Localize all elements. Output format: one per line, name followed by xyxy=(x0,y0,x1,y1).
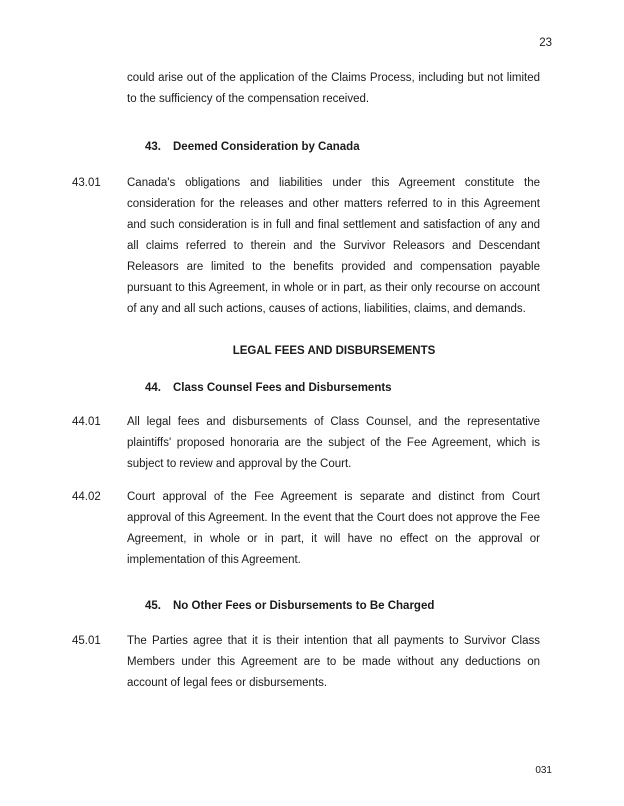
paragraph-44-01 xyxy=(72,412,540,475)
section-44-number: 44. xyxy=(145,382,161,394)
paragraph-44-01-text: All legal fees and disbursements of Class Counsel, and the representative plaintiffs' proposed honoraria are the subject of the Fee Agreement, which is subject to review and approval by the Court. xyxy=(127,416,540,470)
section-heading-44 xyxy=(145,378,540,399)
bates-stamp: 031 xyxy=(535,765,552,776)
paragraph-44-02-number: 44.02 xyxy=(72,491,101,503)
section-44-title: Class Counsel Fees and Disbursements xyxy=(173,382,392,394)
part-heading-legal-fees: LEGAL FEES AND DISBURSEMENTS xyxy=(232,345,436,357)
paragraph-43-01-text: Canada's obligations and liabilities under this Agreement constitute the consideration for the releases and other matters referred to in this Agreement and such consideration is in full and final settlement and satisfaction of any and all claims referred to therein and the Survivor Releasors and Descendant Releasors are limited to the benefits provided and compensation payable pursuant to this Agreement, in whole or in part, as their only recourse on account of any and all such actions, causes of actions, liabilities, claims, and demands. xyxy=(127,177,540,315)
paragraph-44-02 xyxy=(72,487,540,571)
page-number: 23 xyxy=(539,37,552,49)
paragraph-43-01 xyxy=(72,173,540,320)
paragraph-43-01-number: 43.01 xyxy=(72,177,101,189)
paragraph-45-01-text: The Parties agree that it is their intention that all payments to Survivor Class Members under this Agreement are to be made without any deductions on account of legal fees or disbursements. xyxy=(127,635,540,689)
paragraph-45-01-number: 45.01 xyxy=(72,635,101,647)
section-heading-43 xyxy=(145,137,540,158)
continuation-paragraph: could arise out of the application of the Claims Process, including but not limited to the sufficiency of the compensation received. xyxy=(127,72,540,105)
section-45-number: 45. xyxy=(145,600,161,612)
section-43-title: Deemed Consideration by Canada xyxy=(173,141,360,153)
section-43-number: 43. xyxy=(145,141,161,153)
section-heading-45 xyxy=(145,596,540,617)
paragraph-44-02-text: Court approval of the Fee Agreement is separate and distinct from Court approval of this Agreement. In the event that the Court does not approve the Fee Agreement, in whole or in part, it will have no effect on the approval or implementation of this Agreement. xyxy=(127,491,540,566)
paragraph-45-01 xyxy=(72,631,540,694)
section-45-title: No Other Fees or Disbursements to Be Charged xyxy=(173,600,435,612)
paragraph-44-01-number: 44.01 xyxy=(72,416,101,428)
document-content xyxy=(72,0,540,694)
